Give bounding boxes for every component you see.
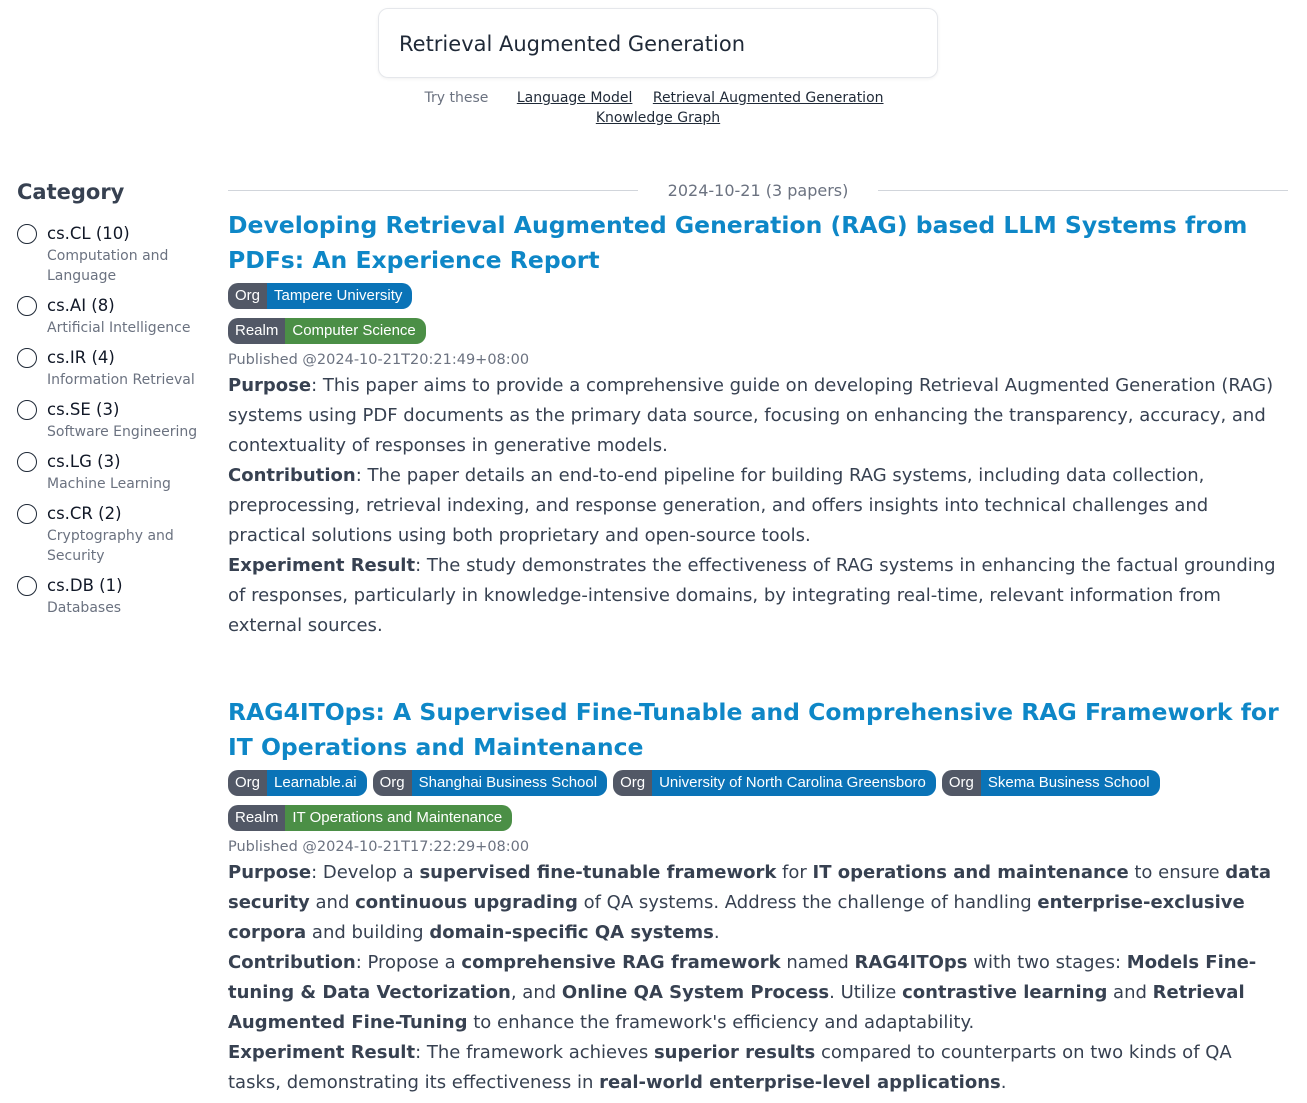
- paper-title[interactable]: RAG4ITOps: A Supervised Fine-Tunable and Comprehensive RAG Framework for IT Operations and Maintenance: [228, 698, 1279, 761]
- radio-button[interactable]: [17, 348, 37, 368]
- radio-button[interactable]: [17, 400, 37, 420]
- org-tag: Org Shanghai Business School: [373, 770, 607, 796]
- purpose-text: Purpose: This paper aims to provide a comprehensive guide on developing Retrieval Augmented Generation (RAG) systems using PDF documents as the primary data source, focusing on enhancing the transparency, accuracy, and contextuality of responses in generative models.: [228, 375, 1274, 456]
- radio-button[interactable]: [17, 296, 37, 316]
- category-item[interactable]: [17, 398, 212, 442]
- category-label: cs.DB (1): [47, 576, 123, 595]
- purpose-text: Purpose: Develop a supervised fine-tunable framework for IT operations and maintenance to ensure data security and continuous upgrading of QA systems. Address the challenge of handling enterprise-exclusive corpora and building domain-specific QA systems.: [228, 862, 1272, 943]
- realm-tag: Realm Computer Science: [228, 318, 426, 344]
- category-description: Machine Learning: [47, 476, 171, 492]
- divider: [878, 190, 1288, 191]
- category-item[interactable]: [17, 502, 212, 566]
- org-tags: [228, 283, 1288, 313]
- realm-tags: [228, 318, 1288, 348]
- suggestion-link[interactable]: Knowledge Graph: [595, 110, 721, 126]
- published-date: Published @2024-10-21T17:22:29+08:00: [228, 839, 530, 855]
- paper-card: [228, 208, 1288, 641]
- date-separator: [228, 176, 1288, 204]
- category-label: cs.CL (10): [47, 224, 130, 243]
- date-header: 2024-10-21 (3 papers): [667, 180, 849, 200]
- result-text: Experiment Result: The study demonstrates the effectiveness of RAG systems in enhancing the factual grounding of responses, particularly in knowledge-intensive domains, by integrating real-time, relevant information from external sources.: [228, 555, 1276, 636]
- divider: [228, 190, 638, 191]
- category-label: cs.AI (8): [47, 296, 115, 315]
- category-item[interactable]: [17, 222, 212, 286]
- category-description: Artificial Intelligence: [47, 320, 191, 336]
- category-item[interactable]: [17, 294, 212, 338]
- org-tags: [228, 770, 1288, 800]
- radio-button[interactable]: [17, 224, 37, 244]
- paper-title[interactable]: Developing Retrieval Augmented Generation (RAG) based LLM Systems from PDFs: An Experience Report: [228, 211, 1248, 274]
- radio-button[interactable]: [17, 576, 37, 596]
- realm-tag: Realm IT Operations and Maintenance: [228, 805, 512, 831]
- paper-list: [228, 176, 1288, 1103]
- category-label: cs.IR (4): [47, 348, 115, 367]
- contribution-text: Contribution: The paper details an end-to-end pipeline for building RAG systems, including data collection, preprocessing, retrieval indexing, and response generation, and offers insights into technical challenges and practical solutions using both proprietary and open-source tools.: [228, 465, 1209, 546]
- category-label: cs.CR (2): [47, 504, 122, 523]
- suggestion-link[interactable]: Language Model: [516, 90, 633, 106]
- category-item[interactable]: [17, 346, 212, 390]
- realm-tags: [228, 805, 1288, 835]
- suggestions: [378, 88, 938, 128]
- suggestion-link[interactable]: Retrieval Augmented Generation: [652, 90, 884, 106]
- search-input[interactable]: [399, 9, 919, 79]
- category-item[interactable]: [17, 450, 212, 494]
- category-description: Information Retrieval: [47, 372, 195, 388]
- category-label: cs.LG (3): [47, 452, 121, 471]
- org-tag: Org Learnable.ai: [228, 770, 367, 796]
- category-item[interactable]: [17, 574, 212, 618]
- search-box[interactable]: [378, 8, 938, 78]
- contribution-text: Contribution: Propose a comprehensive RAG framework named RAG4ITOps with two stages: Models Fine-tuning & Data Vectorization, and Online QA System Process. Utilize contrastive learning and Retrieval Augmented Fine-Tuning to enhance the framework's efficiency and adaptability.: [228, 952, 1257, 1033]
- radio-button[interactable]: [17, 452, 37, 472]
- try-label: Try these: [424, 90, 489, 106]
- category-description: Databases: [47, 600, 122, 616]
- radio-button[interactable]: [17, 504, 37, 524]
- category-description: Software Engineering: [47, 424, 198, 440]
- category-sidebar: [17, 180, 212, 626]
- category-label: cs.SE (3): [47, 400, 120, 419]
- category-heading: Category: [17, 180, 125, 204]
- paper-card: [228, 695, 1288, 1098]
- published-date: Published @2024-10-21T20:21:49+08:00: [228, 352, 530, 368]
- org-tag: Org Skema Business School: [942, 770, 1160, 796]
- org-tag: Org Tampere University: [228, 283, 412, 309]
- category-description: Computation and Language: [47, 248, 169, 284]
- org-tag: Org University of North Carolina Greensboro: [613, 770, 936, 796]
- category-description: Cryptography and Security: [47, 528, 174, 564]
- result-text: Experiment Result: The framework achieves superior results compared to counterparts on two kinds of QA tasks, demonstrating its effectiveness in real-world enterprise-level applications.: [228, 1042, 1232, 1093]
